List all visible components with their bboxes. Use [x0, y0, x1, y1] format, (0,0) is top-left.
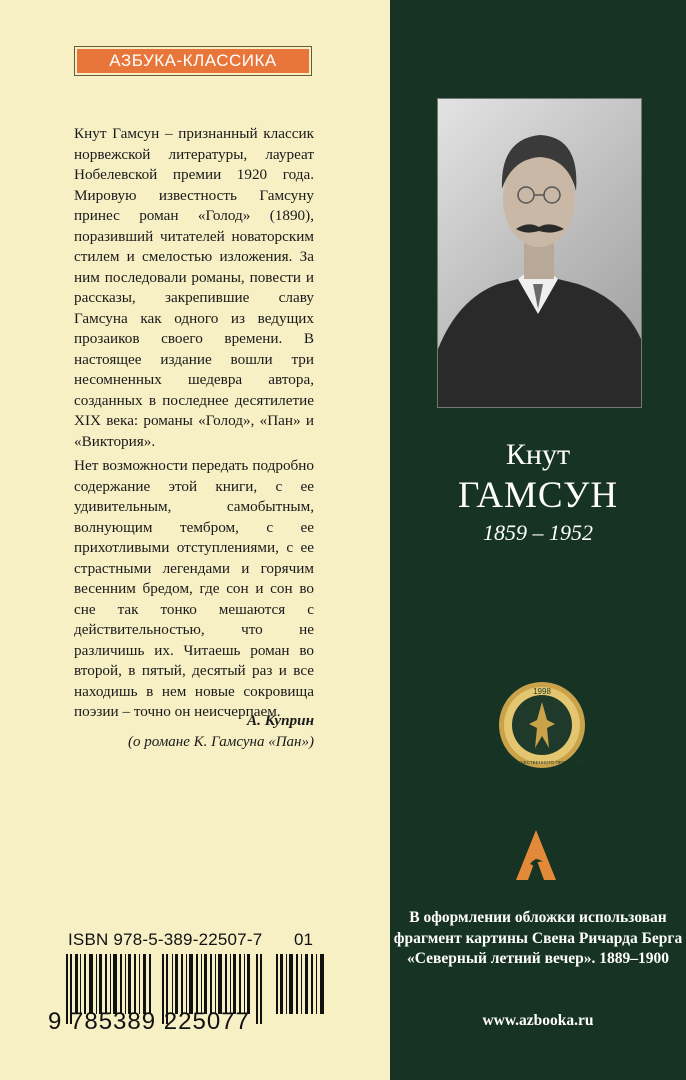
medal-year: 1998 — [533, 687, 551, 696]
isbn-label: ISBN 978-5-389-22507-7 — [68, 930, 263, 949]
public-recognition-medal-icon — [497, 680, 587, 770]
book-description: Кнут Гамсун – признанный классик норвежской литературы, лауреат Нобелевской премии 1920 года. Мировую известность Гамсуну принес роман «Голод» (1890), поразивший читателей новаторским стилем и смелостью изложения. За ним последовали романы, повести и рассказы, закрепившие славу Гамсуна как одного из ведущих прозаиков своего времени. В настоящее издание вошли три несомненных шедевра автора, созданных в последнее десятилетие XIX века: романы «Голод», «Пан» и «Виктория». — [74, 125, 314, 450]
barcode-digits: 9 785389 225077 — [48, 1008, 250, 1035]
azbooka-logo-icon — [516, 830, 556, 880]
quote-note: (о романе К. Гамсуна «Пан») — [128, 734, 314, 750]
author-years: 1859 – 1952 — [483, 520, 593, 545]
quote-author: А. Куприн — [246, 712, 314, 729]
barcode-addon-bars-icon — [276, 954, 328, 1014]
isbn-extension: 01 — [294, 930, 313, 949]
publisher-badge — [74, 46, 312, 76]
author-portrait — [437, 98, 642, 408]
barcode — [48, 930, 330, 1040]
medal-text: ЗНАК ОБЩЕСТВЕННОГО ПРИЗНАНИЯ — [500, 760, 584, 765]
author-portrait-icon — [438, 99, 641, 407]
author-first-name: Кнут — [505, 438, 571, 471]
cover-art-credit: В оформлении обложки использован фрагмент картины Свена Ричарда Берга «Северный летний вечер». 1889–1900 — [393, 909, 683, 967]
author-last-name: ГАМСУН — [457, 475, 619, 516]
quote-text: Нет возможности передать подробно содержание этой книги, с ее удивительным, самобытным, волнующим тембром, с ее прихотливыми отступлениями, с ее страстными легендами и горячим весенним бредом, где сон и сон во сне так тонко мешаются с действительностью, что не различишь их. Читаешь роман во второй, в пятый, десятый раз и все находишь в нем новые сокровища поэзии – точно он неисчерпаем. — [74, 457, 314, 720]
publisher-website: www.azbooka.ru — [482, 1012, 594, 1029]
publisher-name: АЗБУКА-КЛАССИКА — [77, 49, 309, 73]
